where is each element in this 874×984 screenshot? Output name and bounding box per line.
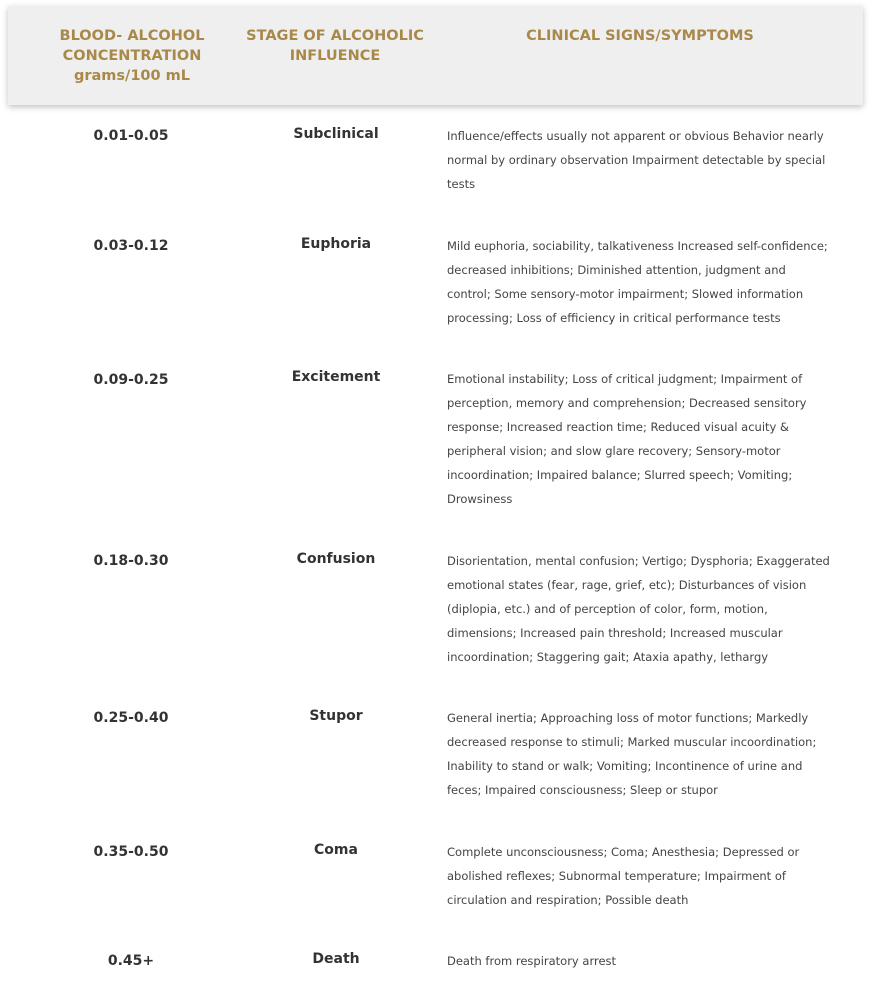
signs-cell: Complete unconsciousness; Coma; Anesthesia; Depressed or abolished reflexes; Subnormal temperature; Impairment of circulation and respiration; Possible death (447, 845, 800, 907)
stage-cell: Subclinical (293, 126, 379, 142)
stage-cell: Coma (314, 842, 358, 858)
table-header (8, 6, 863, 105)
signs-cell: Death from respiratory arrest (447, 954, 617, 968)
signs-cell: General inertia; Approaching loss of motor functions; Markedly decreased response to stimuli; Marked muscular incoordination; Inability to stand or walk; Vomiting; Incontinence of urine and feces; Impaired consciousness; Sleep or stupor (447, 711, 817, 797)
stage-cell: Stupor (309, 708, 363, 724)
concentration-cell: 0.18-0.30 (93, 553, 169, 569)
signs-cell: Influence/effects usually not apparent or obvious Behavior nearly normal by ordinary observation Impairment detectable by special tests (447, 129, 826, 191)
signs-cell: Mild euphoria, sociability, talkativeness Increased self-confidence; decreased inhibitions; Diminished attention, judgment and control; Some sensory-motor impairment; Slowed information processing; Loss of efficiency in critical performance tests (447, 239, 828, 325)
header-stage: STAGE OF ALCOHOLIC INFLUENCE (246, 28, 424, 64)
concentration-cell: 0.03-0.12 (93, 238, 169, 254)
stage-cell: Euphoria (300, 236, 372, 252)
concentration-cell: 0.35-0.50 (93, 844, 169, 860)
header-signs: CLINICAL SIGNS/SYMPTOMS (526, 28, 754, 44)
stage-cell: Excitement (291, 369, 381, 385)
concentration-cell: 0.01-0.05 (93, 128, 169, 144)
stage-cell: Death (312, 951, 360, 967)
concentration-cell: 0.25-0.40 (93, 710, 169, 726)
concentration-cell: 0.09-0.25 (93, 372, 169, 388)
signs-cell: Emotional instability; Loss of critical judgment; Impairment of perception, memory and comprehension; Decreased sensitory response; Increased reaction time; Reduced visual acuity & peripheral vision; and slow glare recovery; Sensory-motor incoordination; Impaired balance; Slurred speech; Vomiting; Drowsiness (447, 372, 807, 506)
concentration-cell: 0.45+ (107, 953, 155, 969)
header-concentration: BLOOD- ALCOHOL CONCENTRATION grams/100 mL (59, 28, 205, 84)
signs-cell: Disorientation, mental confusion; Vertigo; Dysphoria; Exaggerated emotional states (fear, rage, grief, etc); Disturbances of vision (diplopia, etc.) and of perception of color, form, motion, dimensions; Increased pain threshold; Increased muscular incoordination; Staggering gait; Ataxia apathy, lethargy (447, 554, 830, 664)
stage-cell: Confusion (296, 551, 376, 567)
